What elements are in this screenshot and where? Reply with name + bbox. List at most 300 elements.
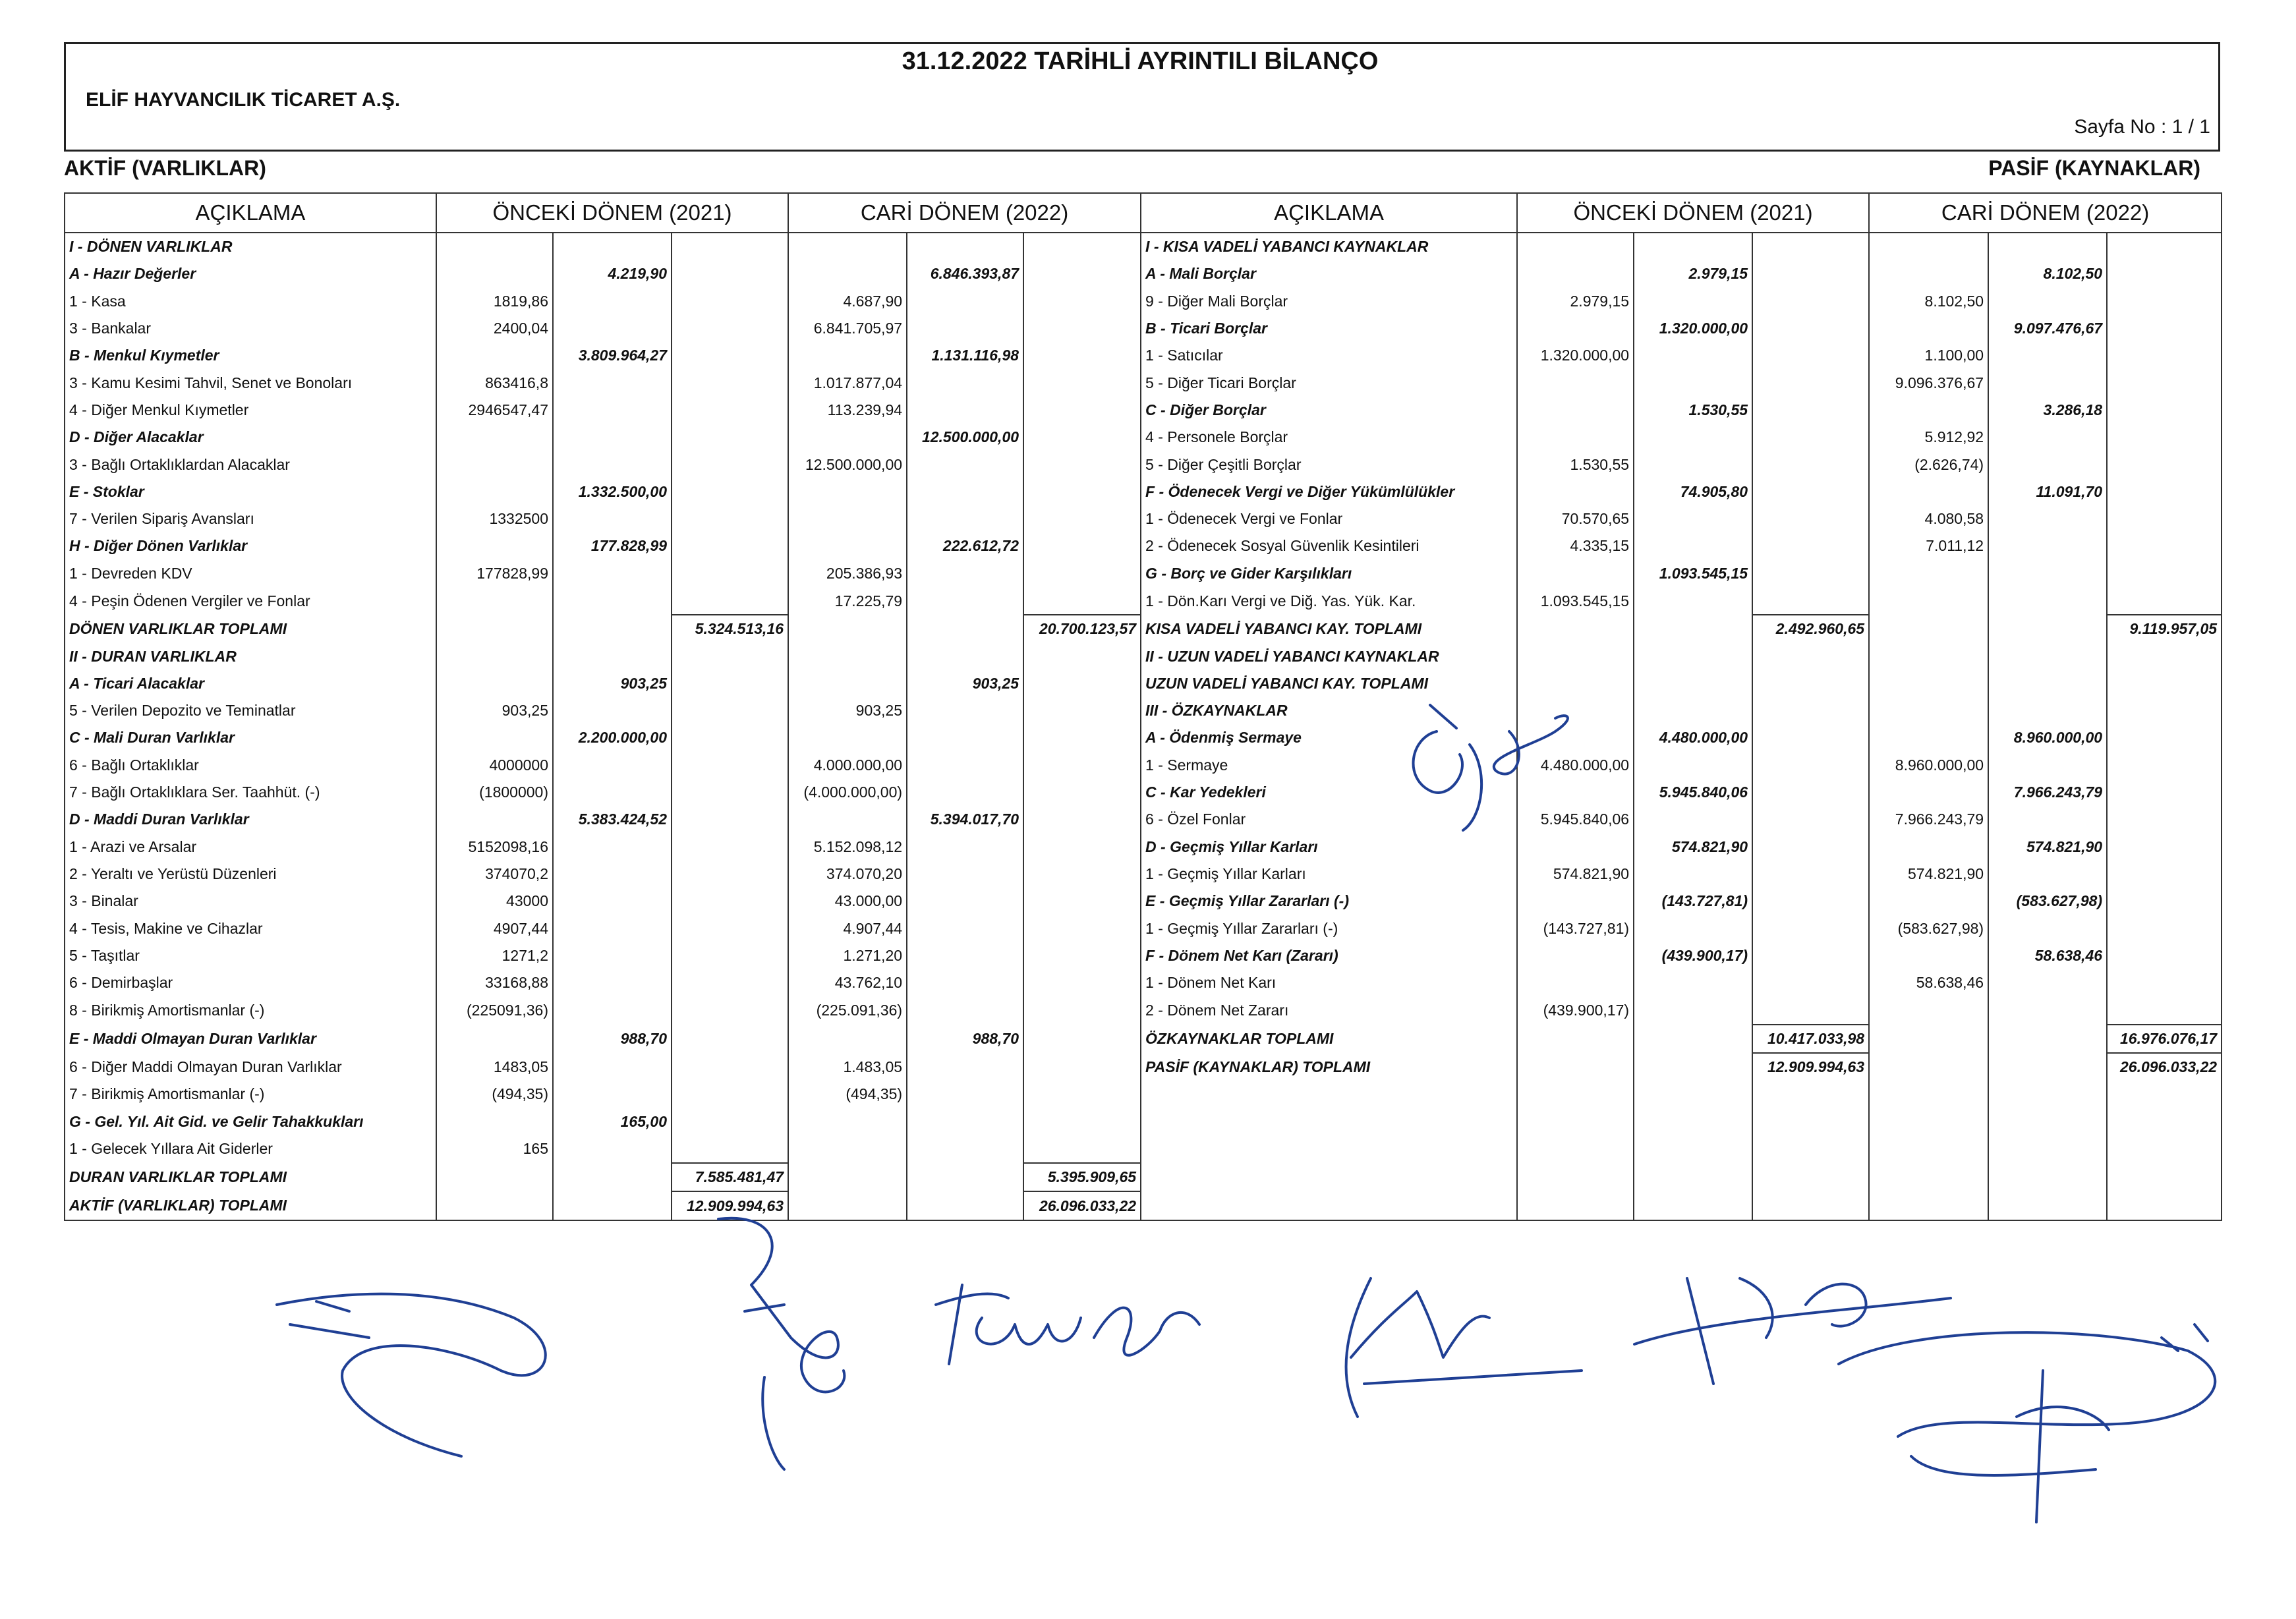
- asset-value: [788, 260, 907, 287]
- liability-value: [2107, 1191, 2222, 1220]
- asset-value: [907, 288, 1023, 315]
- liability-value: 2.979,15: [1634, 260, 1752, 287]
- asset-value: [1023, 233, 1141, 260]
- asset-value: [788, 1163, 907, 1191]
- balance-sheet-table: [64, 192, 2222, 1221]
- asset-value: [672, 642, 788, 669]
- liability-value: (439.900,17): [1517, 996, 1634, 1024]
- liability-value: 4.480.000,00: [1517, 752, 1634, 779]
- asset-label: 1 - Gelecek Yıllara Ait Giderler: [65, 1135, 436, 1163]
- asset-value: [672, 697, 788, 724]
- table-row: [65, 1135, 2222, 1163]
- asset-value: 177.828,99: [553, 532, 672, 559]
- liability-value: [2107, 1135, 2222, 1163]
- liability-value: [1517, 478, 1634, 505]
- asset-value: 43000: [436, 888, 553, 915]
- liability-value: 11.091,70: [1988, 478, 2107, 505]
- asset-label: G - Gel. Yıl. Ait Gid. ve Gelir Tahakkukları: [65, 1108, 436, 1135]
- liability-value: (439.900,17): [1634, 942, 1752, 969]
- liability-value: [1869, 233, 1988, 260]
- liability-value: [1517, 1053, 1634, 1081]
- liability-value: [1752, 478, 1869, 505]
- table-row: [65, 806, 2222, 833]
- liability-value: [1634, 1135, 1752, 1163]
- asset-value: [436, 642, 553, 669]
- asset-value: [788, 505, 907, 532]
- asset-value: [672, 861, 788, 888]
- liability-value: [1869, 670, 1988, 697]
- liability-value: [1634, 288, 1752, 315]
- table-row: [65, 615, 2222, 642]
- liability-value: [1988, 806, 2107, 833]
- asset-value: 12.500.000,00: [907, 424, 1023, 451]
- asset-value: [907, 505, 1023, 532]
- asset-value: [907, 478, 1023, 505]
- asset-value: [1023, 969, 1141, 996]
- liability-value: 58.638,46: [1988, 942, 2107, 969]
- liability-value: [1634, 587, 1752, 615]
- liability-value: 1.093.545,15: [1634, 560, 1752, 587]
- asset-value: [788, 670, 907, 697]
- asset-value: [553, 369, 672, 396]
- liability-value: [1988, 861, 2107, 888]
- liability-value: [1869, 834, 1988, 861]
- liability-value: [1869, 642, 1988, 669]
- asset-value: [907, 369, 1023, 396]
- liability-label: 1 - Sermaye: [1141, 752, 1517, 779]
- liability-value: [1752, 1191, 1869, 1220]
- liability-value: [1988, 915, 2107, 942]
- asset-label: 1 - Devreden KDV: [65, 560, 436, 587]
- liability-value: [1988, 1108, 2107, 1135]
- liability-value: [1869, 942, 1988, 969]
- liability-value: [1752, 424, 1869, 451]
- asset-value: [1023, 424, 1141, 451]
- asset-value: (494,35): [788, 1081, 907, 1108]
- liability-label: 4 - Personele Borçlar: [1141, 424, 1517, 451]
- liability-value: [1634, 532, 1752, 559]
- liability-value: (2.626,74): [1869, 451, 1988, 478]
- asset-value: [1023, 560, 1141, 587]
- asset-value: [553, 315, 672, 342]
- asset-label: 5 - Taşıtlar: [65, 942, 436, 969]
- asset-value: [672, 451, 788, 478]
- liability-value: [2107, 942, 2222, 969]
- asset-value: [1023, 1081, 1141, 1108]
- liability-value: [1752, 560, 1869, 587]
- asset-value: 4.907,44: [788, 915, 907, 942]
- liability-value: [1988, 451, 2107, 478]
- asset-value: 7.585.481,47: [672, 1163, 788, 1191]
- liability-value: [2107, 451, 2222, 478]
- liability-value: [1988, 532, 2107, 559]
- liability-value: [1752, 996, 1869, 1024]
- liability-label: ÖZKAYNAKLAR TOPLAMI: [1141, 1025, 1517, 1053]
- liability-value: [1752, 1081, 1869, 1108]
- table-row: [65, 861, 2222, 888]
- liability-value: [1988, 1135, 2107, 1163]
- asset-value: 12.909.994,63: [672, 1191, 788, 1220]
- asset-value: (225091,36): [436, 996, 553, 1024]
- asset-value: [1023, 1135, 1141, 1163]
- table-row: [65, 260, 2222, 287]
- asset-value: 6.846.393,87: [907, 260, 1023, 287]
- asset-value: (1800000): [436, 779, 553, 806]
- liability-value: [1634, 1191, 1752, 1220]
- liability-value: [1869, 615, 1988, 642]
- asset-value: [788, 233, 907, 260]
- asset-label: 8 - Birikmiş Amortismanlar (-): [65, 996, 436, 1024]
- asset-value: 2400,04: [436, 315, 553, 342]
- asset-label: E - Maddi Olmayan Duran Varlıklar: [65, 1025, 436, 1053]
- liability-value: [1752, 969, 1869, 996]
- liability-value: [1634, 969, 1752, 996]
- asset-value: [907, 397, 1023, 424]
- liability-value: [1988, 1053, 2107, 1081]
- asset-value: [1023, 1108, 1141, 1135]
- asset-value: 1819,86: [436, 288, 553, 315]
- liability-value: 7.966.243,79: [1869, 806, 1988, 833]
- table-row: [65, 724, 2222, 751]
- asset-value: [436, 1108, 553, 1135]
- table-row: [65, 752, 2222, 779]
- asset-value: 177828,99: [436, 560, 553, 587]
- document-title: 31.12.2022 TARİHLİ AYRINTILI BİLANÇO: [902, 47, 1379, 75]
- liability-value: [1869, 587, 1988, 615]
- liability-label: PASİF (KAYNAKLAR) TOPLAMI: [1141, 1053, 1517, 1081]
- table-header-row: [65, 193, 2222, 233]
- asset-value: [672, 888, 788, 915]
- asset-value: [553, 288, 672, 315]
- liability-value: [2107, 1163, 2222, 1191]
- liability-value: [1752, 1135, 1869, 1163]
- liability-value: [2107, 724, 2222, 751]
- liability-label: G - Borç ve Gider Karşılıkları: [1141, 560, 1517, 587]
- liability-value: [1517, 1025, 1634, 1053]
- asset-value: [436, 233, 553, 260]
- liability-value: [1634, 806, 1752, 833]
- asset-value: [1023, 451, 1141, 478]
- liability-value: 1.320.000,00: [1634, 315, 1752, 342]
- liability-label: C - Kar Yedekleri: [1141, 779, 1517, 806]
- liability-value: [1517, 1135, 1634, 1163]
- asset-value: [907, 697, 1023, 724]
- col-header-cari-right: CARİ DÖNEM (2022): [1869, 193, 2222, 233]
- asset-value: [788, 532, 907, 559]
- asset-value: [907, 587, 1023, 615]
- asset-value: (494,35): [436, 1081, 553, 1108]
- liability-value: [1988, 342, 2107, 369]
- liability-value: [2107, 288, 2222, 315]
- asset-value: [1023, 1053, 1141, 1081]
- table-row: [65, 779, 2222, 806]
- liability-label: A - Ödenmiş Sermaye: [1141, 724, 1517, 751]
- asset-label: 3 - Bağlı Ortaklıklardan Alacaklar: [65, 451, 436, 478]
- table-row: [65, 915, 2222, 942]
- liability-value: [1869, 1025, 1988, 1053]
- liability-value: [1869, 779, 1988, 806]
- asset-label: DÖNEN VARLIKLAR TOPLAMI: [65, 615, 436, 642]
- liability-value: 9.096.376,67: [1869, 369, 1988, 396]
- asset-value: 1.017.877,04: [788, 369, 907, 396]
- liability-value: [1988, 1163, 2107, 1191]
- asset-value: [672, 532, 788, 559]
- liability-value: 8.960.000,00: [1988, 724, 2107, 751]
- asset-value: [553, 969, 672, 996]
- asset-value: [1023, 260, 1141, 287]
- asset-value: [788, 1025, 907, 1053]
- asset-value: 205.386,93: [788, 560, 907, 587]
- liability-value: [1988, 996, 2107, 1024]
- asset-value: 5152098,16: [436, 834, 553, 861]
- asset-value: [672, 834, 788, 861]
- asset-label: 6 - Diğer Maddi Olmayan Duran Varlıklar: [65, 1053, 436, 1081]
- liability-label: KISA VADELİ YABANCI KAY. TOPLAMI: [1141, 615, 1517, 642]
- liability-label: 9 - Diğer Mali Borçlar: [1141, 288, 1517, 315]
- asset-value: 12.500.000,00: [788, 451, 907, 478]
- liability-value: 74.905,80: [1634, 478, 1752, 505]
- asset-label: 3 - Bankalar: [65, 315, 436, 342]
- asset-label: 6 - Bağlı Ortaklıklar: [65, 752, 436, 779]
- liability-value: [1988, 670, 2107, 697]
- liability-value: 2.492.960,65: [1752, 615, 1869, 642]
- liability-value: 5.945.840,06: [1634, 779, 1752, 806]
- asset-value: [907, 996, 1023, 1024]
- liability-value: [2107, 532, 2222, 559]
- asset-value: [436, 532, 553, 559]
- liability-value: [1988, 642, 2107, 669]
- liability-value: 8.102,50: [1988, 260, 2107, 287]
- asset-value: [788, 724, 907, 751]
- liability-label: 2 - Dönem Net Zararı: [1141, 996, 1517, 1024]
- liability-value: [1752, 806, 1869, 833]
- liability-label: 6 - Özel Fonlar: [1141, 806, 1517, 833]
- liability-label: [1141, 1163, 1517, 1191]
- asset-value: [907, 724, 1023, 751]
- asset-value: [1023, 532, 1141, 559]
- assets-heading: AKTİF (VARLIKLAR): [64, 156, 266, 180]
- asset-value: [436, 806, 553, 833]
- liability-value: [1869, 724, 1988, 751]
- liability-value: (143.727,81): [1634, 888, 1752, 915]
- liability-value: [1752, 834, 1869, 861]
- liability-value: [1752, 587, 1869, 615]
- asset-value: [436, 478, 553, 505]
- liability-label: [1141, 1081, 1517, 1108]
- liability-value: 5.912,92: [1869, 424, 1988, 451]
- liability-value: [1752, 942, 1869, 969]
- asset-value: [672, 1053, 788, 1081]
- liability-value: [1988, 424, 2107, 451]
- liability-value: [1634, 1163, 1752, 1191]
- liability-value: [1869, 1053, 1988, 1081]
- asset-value: 1332500: [436, 505, 553, 532]
- asset-value: 4.687,90: [788, 288, 907, 315]
- liability-value: [2107, 861, 2222, 888]
- liability-value: [2107, 888, 2222, 915]
- liability-value: [1634, 1053, 1752, 1081]
- table-row: [65, 834, 2222, 861]
- asset-value: (225.091,36): [788, 996, 907, 1024]
- asset-value: [553, 505, 672, 532]
- asset-value: [1023, 315, 1141, 342]
- liability-value: [2107, 560, 2222, 587]
- asset-value: [553, 233, 672, 260]
- asset-value: [672, 806, 788, 833]
- asset-value: 374.070,20: [788, 861, 907, 888]
- liability-value: 1.093.545,15: [1517, 587, 1634, 615]
- asset-value: [436, 342, 553, 369]
- asset-value: [672, 1025, 788, 1053]
- asset-value: [553, 451, 672, 478]
- liability-value: [1517, 424, 1634, 451]
- asset-value: 903,25: [436, 697, 553, 724]
- liability-label: II - UZUN VADELİ YABANCI KAYNAKLAR: [1141, 642, 1517, 669]
- asset-value: [907, 969, 1023, 996]
- liability-value: [1869, 397, 1988, 424]
- liability-value: [1988, 369, 2107, 396]
- asset-value: [672, 478, 788, 505]
- asset-value: [907, 615, 1023, 642]
- asset-value: [553, 697, 672, 724]
- liability-value: [2107, 478, 2222, 505]
- signature-2: [264, 1239, 672, 1516]
- liability-value: (583.627,98): [1869, 915, 1988, 942]
- asset-value: [907, 315, 1023, 342]
- liability-value: [2107, 424, 2222, 451]
- asset-value: [1023, 670, 1141, 697]
- liability-value: [2107, 233, 2222, 260]
- liability-value: 2.979,15: [1517, 288, 1634, 315]
- asset-value: [672, 397, 788, 424]
- liability-value: [1517, 560, 1634, 587]
- asset-value: [1023, 806, 1141, 833]
- asset-value: [672, 670, 788, 697]
- liability-value: [2107, 779, 2222, 806]
- liability-value: [1752, 861, 1869, 888]
- liability-label: F - Dönem Net Karı (Zararı): [1141, 942, 1517, 969]
- liability-value: [1752, 670, 1869, 697]
- asset-value: [1023, 397, 1141, 424]
- asset-value: [672, 779, 788, 806]
- asset-value: [436, 615, 553, 642]
- liability-value: [1869, 478, 1988, 505]
- asset-value: [436, 1163, 553, 1191]
- liability-value: [2107, 369, 2222, 396]
- asset-value: 26.096.033,22: [1023, 1191, 1141, 1220]
- asset-value: [672, 1108, 788, 1135]
- liability-value: [1634, 424, 1752, 451]
- table-row: [65, 888, 2222, 915]
- liability-value: [1634, 342, 1752, 369]
- liability-value: [1869, 1081, 1988, 1108]
- liability-value: [1869, 1163, 1988, 1191]
- asset-value: 3.809.964,27: [553, 342, 672, 369]
- asset-value: 17.225,79: [788, 587, 907, 615]
- liability-value: [1988, 969, 2107, 996]
- asset-value: [1023, 505, 1141, 532]
- liability-value: 4.335,15: [1517, 532, 1634, 559]
- asset-value: 5.383.424,52: [553, 806, 672, 833]
- liability-value: [1869, 1135, 1988, 1163]
- col-header-cari-left: CARİ DÖNEM (2022): [788, 193, 1141, 233]
- asset-value: 43.000,00: [788, 888, 907, 915]
- liability-value: 574.821,90: [1517, 861, 1634, 888]
- liability-value: [1752, 888, 1869, 915]
- liability-value: 12.909.994,63: [1752, 1053, 1869, 1081]
- table-row: [65, 996, 2222, 1024]
- liability-value: [1752, 779, 1869, 806]
- liability-value: [1988, 1081, 2107, 1108]
- liability-value: [2107, 587, 2222, 615]
- liability-value: 1.100,00: [1869, 342, 1988, 369]
- asset-value: [907, 888, 1023, 915]
- asset-value: (4.000.000,00): [788, 779, 907, 806]
- asset-label: C - Mali Duran Varlıklar: [65, 724, 436, 751]
- liability-value: [1752, 915, 1869, 942]
- liability-value: [1988, 697, 2107, 724]
- liability-label: E - Geçmiş Yıllar Zararları (-): [1141, 888, 1517, 915]
- asset-label: 1 - Arazi ve Arsalar: [65, 834, 436, 861]
- liability-label: F - Ödenecek Vergi ve Diğer Yükümlülükler: [1141, 478, 1517, 505]
- asset-value: 33168,88: [436, 969, 553, 996]
- asset-value: 903,25: [553, 670, 672, 697]
- asset-label: A - Ticari Alacaklar: [65, 670, 436, 697]
- asset-value: [672, 969, 788, 996]
- liability-value: [1517, 233, 1634, 260]
- asset-value: [672, 560, 788, 587]
- liability-label: D - Geçmiş Yıllar Karları: [1141, 834, 1517, 861]
- liability-value: [1517, 969, 1634, 996]
- asset-value: [672, 233, 788, 260]
- asset-value: [1023, 724, 1141, 751]
- liability-value: (583.627,98): [1988, 888, 2107, 915]
- asset-value: [672, 996, 788, 1024]
- col-header-onceki-right: ÖNCEKİ DÖNEM (2021): [1517, 193, 1869, 233]
- asset-value: [553, 915, 672, 942]
- liability-label: 1 - Geçmiş Yıllar Karları: [1141, 861, 1517, 888]
- liability-label: B - Ticari Borçlar: [1141, 315, 1517, 342]
- asset-value: [672, 752, 788, 779]
- table-row: [65, 969, 2222, 996]
- liability-label: [1141, 1191, 1517, 1220]
- asset-value: [907, 560, 1023, 587]
- asset-value: 1483,05: [436, 1053, 553, 1081]
- liability-value: 9.119.957,05: [2107, 615, 2222, 642]
- table-row: [65, 532, 2222, 559]
- asset-value: 4.000.000,00: [788, 752, 907, 779]
- asset-value: 165,00: [553, 1108, 672, 1135]
- liability-value: [1869, 560, 1988, 587]
- asset-value: 5.324.513,16: [672, 615, 788, 642]
- liability-value: [1988, 233, 2107, 260]
- liability-value: [1517, 642, 1634, 669]
- asset-value: [436, 1191, 553, 1220]
- asset-value: [672, 260, 788, 287]
- asset-value: [1023, 642, 1141, 669]
- liability-value: [2107, 315, 2222, 342]
- asset-value: [672, 724, 788, 751]
- liability-value: [1752, 397, 1869, 424]
- liability-value: 8.102,50: [1869, 288, 1988, 315]
- liability-value: [1988, 752, 2107, 779]
- liability-value: [2107, 969, 2222, 996]
- liability-value: [1517, 260, 1634, 287]
- asset-value: [553, 1163, 672, 1191]
- liability-value: [1869, 1191, 1988, 1220]
- liability-value: [2107, 260, 2222, 287]
- table-row: [65, 342, 2222, 369]
